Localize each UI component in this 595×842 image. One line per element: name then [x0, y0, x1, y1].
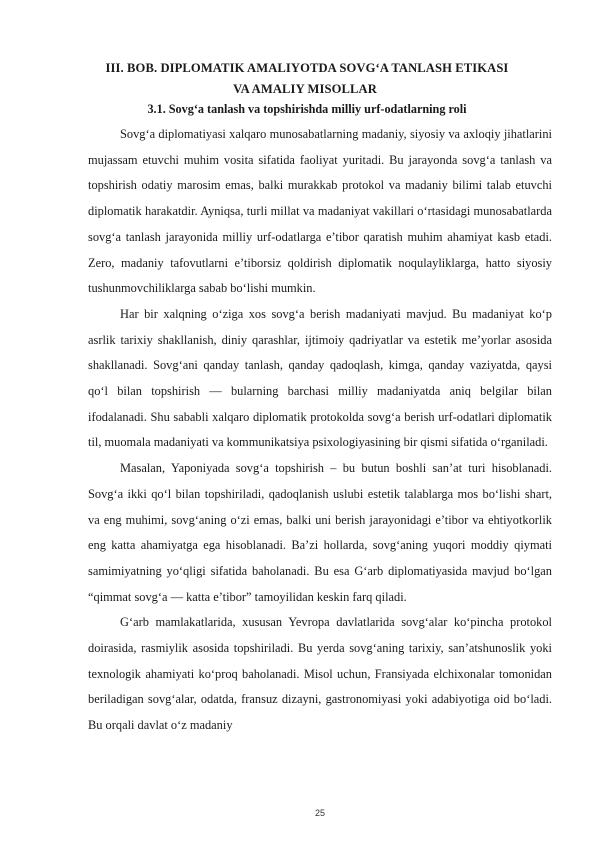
- paragraph-3: Masalan, Yaponiyada sovg‘a topshirish – bu butun boshli san’at turi hisoblanadi. Sovg‘a ikki qo‘l bilan topshiriladi, qadoqlanish uslubi estetik talablarga mos bo‘lishi shart, va eng muhimi, sovg‘aning o‘zi emas, balki uni berish jarayonidagi e’tibor va ehtiyotkorlik eng katta ahamiyatga ega hisoblanadi. Ba’zi hollarda, sovg‘aning yuqori moddiy qiymati samimiyatning yo‘qligi sifatida baholanadi. Bu esa G‘arb diplomatiyasida mavjud bo‘lgan “qimmat sovg‘a — katta e’tibor” tamoyilidan keskin farq qiladi.: [88, 461, 552, 604]
- chapter-title-line-1: III. BOB. DIPLOMATIK AMALIYOTDA SOVG‘A TANLASH ETIKASI: [105, 61, 509, 75]
- section-title: 3.1. Sovg‘a tanlash va topshirishda milliy urf-odatlarning roli: [147, 102, 467, 116]
- paragraph-2: Har bir xalqning o‘ziga xos sovg‘a berish madaniyati mavjud. Bu madaniyat ko‘p asrlik tarixiy shakllanish, diniy qarashlar, ijtimoiy qadriyatlar va estetik me’yorlar asosida shakllanadi. Sovg‘ani qanday tanlash, qanday qadoqlash, kimga, qanday vaziyatda, qaysi qo‘l bilan topshirish — bularning barchasi milliy madaniyatda aniq belgilar bilan ifodalanadi. Shu sababli xalqaro diplomatik protokolda sovg‘a berish urf-odatlari diplomatik til, muomala madaniyati va kommunikatsiya psixologiyasining bir qismi sifatida o‘rganiladi.: [88, 306, 552, 450]
- paragraph-4: G‘arb mamlakatlarida, xususan Yevropa davlatlarida sovg‘alar ko‘pincha protokol doirasida, rasmiylik asosida topshiriladi. Bu yerda sovg‘aning tarixiy, san’atshunoslik yoki texnologik ahamiyati ko‘proq baholanadi. Misol uchun, Fransiyada elchixonalar tomonidan beriladigan sovg‘alar, odatda, fransuz dizayni, gastronomiyasi yoki adabiyotiga oid bo‘ladi. Bu orqali davlat o‘z madaniy: [88, 615, 552, 733]
- chapter-title-line-2: VA AMALIY MISOLLAR: [233, 82, 377, 96]
- page-number: 25: [314, 808, 325, 818]
- paragraph-1: Sovg‘a diplomatiyasi xalqaro munosabatlarning madaniy, siyosiy va axloqiy jihatlarini mujassam etuvchi muhim vosita sifatida faoliyat yuritadi. Bu jarayonda sovg‘a tanlash va topshirish odatiy marosim emas, balki murakkab protokol va madaniy bilimi talab etuvchi diplomatik harakatdir. Ayniqsa, turli millat va madaniyat vakillari o‘rtasidagi munosabatlarda sovg‘a tanlash jarayonida milliy urf-odatlarga e’tibor qaratish muhim ahamiyat kasb etadi. Zero, madaniy tafovutlarni e’tiborsiz qoldirish diplomatik noqulayliklarga, hatto siyosiy tushunmovchiliklarga sabab bo‘lishi mumkin.: [88, 127, 552, 296]
- body-text: [88, 122, 552, 739]
